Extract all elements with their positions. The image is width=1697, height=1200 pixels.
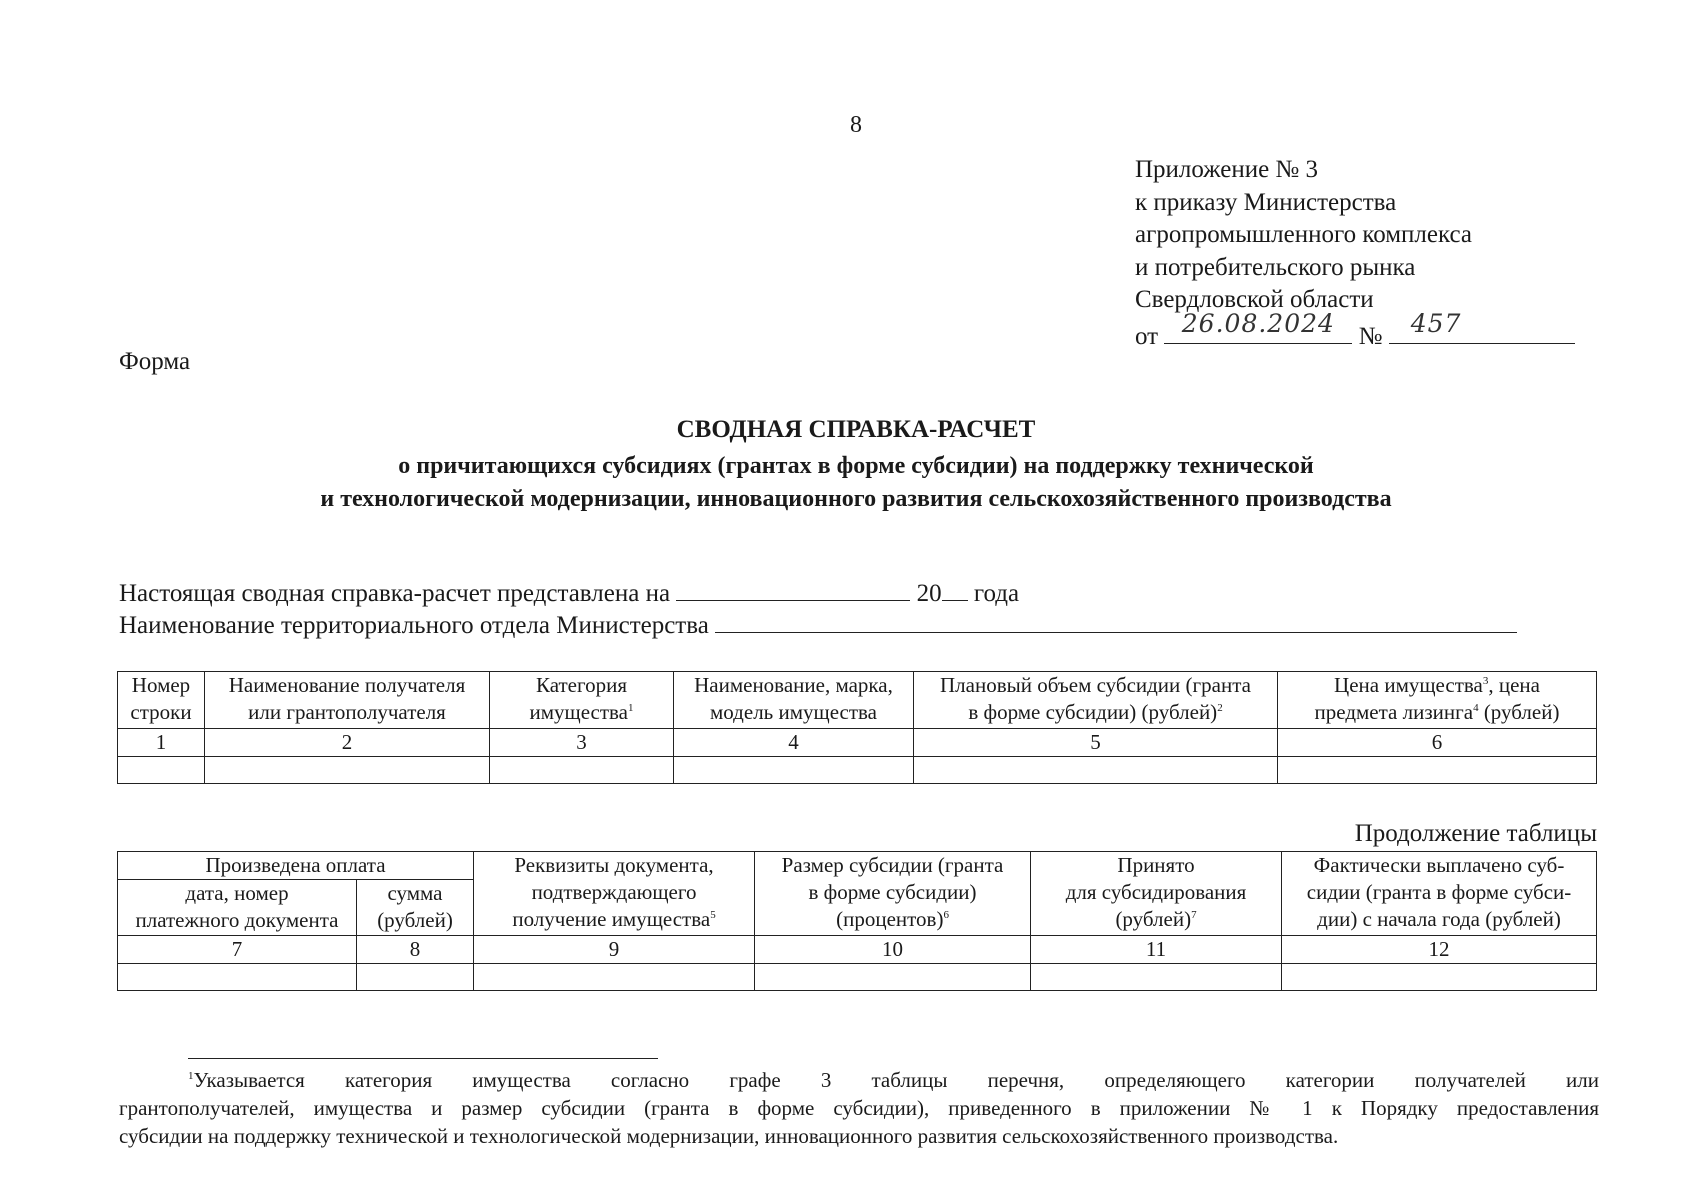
year-prefix: 20 <box>916 580 942 607</box>
empty-cell[interactable] <box>205 757 490 784</box>
empty-data-row <box>118 964 1597 991</box>
date-prefix: от <box>1135 322 1159 350</box>
date-blank <box>676 578 910 601</box>
handwritten-date: 26.08.2024 <box>1181 309 1335 338</box>
handwritten-number: 457 <box>1410 309 1462 338</box>
summary-table-part-2 <box>117 851 1597 991</box>
number-prefix: № <box>1358 322 1383 350</box>
document-title: СВОДНАЯ СПРАВКА-РАСЧЕТ <box>676 416 1036 443</box>
empty-cell[interactable] <box>1278 757 1597 784</box>
appendix-line: и потребительского рынка <box>1135 253 1416 281</box>
form-label: Форма <box>119 348 191 375</box>
header-payment-sum: сумма (рублей) <box>357 880 474 936</box>
appendix-line: Свердловской области <box>1135 286 1374 313</box>
footnote-line-1: $^1$Указывается категория имущества согласно графе 3 таблицы перечня, определяющего категории получателей или <box>188 1068 1599 1092</box>
date-field <box>1164 309 1352 344</box>
order-date-number <box>1135 309 1575 354</box>
header-subsidy-percent: Размер субсидии (гранта в форме субсидии) (процентов)$^6$ <box>755 852 1031 936</box>
column-number: 6 <box>1278 729 1597 757</box>
header-actually-paid: Фактически выплачено суб- сидии (гранта в форме субси- дии) с начала года (рублей) <box>1282 852 1597 936</box>
column-number: 12 <box>1282 936 1597 964</box>
empty-cell[interactable] <box>1031 964 1282 991</box>
header-property-category: Категория имущества$^1$ <box>490 672 674 729</box>
column-number: 11 <box>1031 936 1282 964</box>
subtitle-line-2: и технологической модернизации, инновационного развития сельскохозяйственного производства <box>320 486 1392 512</box>
department-label: Наименование территориального отдела Министерства <box>119 612 709 639</box>
subtitle-line-1: о причитающихся субсидиях (грантах в форме субсидии) на поддержку технической <box>398 453 1314 479</box>
presented-on-label: Настоящая сводная справка-расчет представлена на <box>119 580 671 607</box>
table-header-row <box>118 852 1597 880</box>
column-number: 8 <box>357 936 474 964</box>
column-number-row <box>118 729 1597 757</box>
empty-cell[interactable] <box>914 757 1278 784</box>
footnote-line-2: грантополучателей, имущества и размер субсидии (гранта в форме субсидии), приведенного в приложении № 1 к Порядку предоставления <box>119 1096 1599 1120</box>
empty-cell[interactable] <box>1282 964 1597 991</box>
footnote-line-3: субсидии на поддержку технической и технологической модернизации, инновационного развития сельскохозяйственного производства. <box>119 1124 1339 1148</box>
header-recipient-name: Наименование получателя или грантополучателя <box>205 672 490 729</box>
empty-cell[interactable] <box>755 964 1031 991</box>
header-payment-date: дата, номер платежного документа <box>118 880 357 936</box>
header-planned-subsidy: Плановый объем субсидии (гранта в форме субсидии) (рублей)$^2$ <box>914 672 1278 729</box>
empty-cell[interactable] <box>674 757 914 784</box>
header-accepted-for-subsidy: Принято для субсидирования (рублей)$^7$ <box>1031 852 1282 936</box>
department-blank <box>715 610 1517 633</box>
empty-cell[interactable] <box>118 964 357 991</box>
header-row-number: Номер строки <box>118 672 205 729</box>
empty-cell[interactable] <box>118 757 205 784</box>
table-header-row <box>118 672 1597 729</box>
year-suffix: года <box>973 580 1020 607</box>
header-payment-made: Произведена оплата <box>118 852 474 880</box>
column-number: 1 <box>118 729 205 757</box>
footnote-mark: 1 <box>188 1070 194 1082</box>
header-document-details: Реквизиты документа, подтверждающего получение имущества$^5$ <box>474 852 755 936</box>
column-number: 10 <box>755 936 1031 964</box>
column-number: 2 <box>205 729 490 757</box>
empty-cell[interactable] <box>490 757 674 784</box>
year-blank <box>942 578 968 601</box>
page-number: 8 <box>850 112 862 138</box>
number-field <box>1389 309 1575 344</box>
header-property-model: Наименование, марка, модель имущества <box>674 672 914 729</box>
column-number: 5 <box>914 729 1278 757</box>
empty-data-row <box>118 757 1597 784</box>
empty-cell[interactable] <box>474 964 755 991</box>
column-number: 4 <box>674 729 914 757</box>
footnote <box>119 1066 1599 1150</box>
column-number: 9 <box>474 936 755 964</box>
header-property-price: Цена имущества$^3$, цена предмета лизинга$^4$ (рублей) <box>1278 672 1597 729</box>
column-number: 3 <box>490 729 674 757</box>
appendix-block <box>1135 154 1575 353</box>
document-subtitle <box>0 450 1697 516</box>
department-line <box>119 610 1517 640</box>
empty-cell[interactable] <box>357 964 474 991</box>
appendix-line: Приложение № 3 <box>1135 156 1319 183</box>
continuation-label: Продолжение таблицы <box>1354 820 1597 847</box>
appendix-line: агропромышленного комплекса <box>1135 221 1473 248</box>
presented-on-line <box>119 578 1019 608</box>
summary-table-part-1 <box>117 671 1597 784</box>
column-number-row <box>118 936 1597 964</box>
footnote-divider <box>188 1058 658 1059</box>
appendix-line: к приказу Министерства <box>1135 188 1397 216</box>
column-number: 7 <box>118 936 357 964</box>
